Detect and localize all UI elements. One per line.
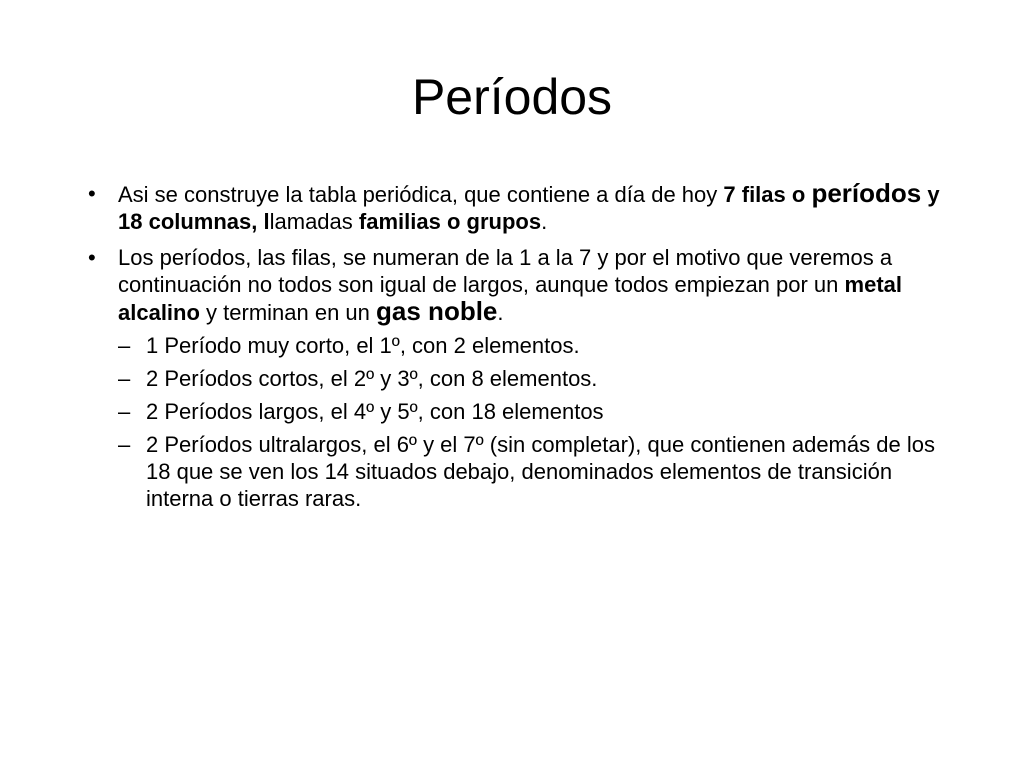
sub-item-text: 1 Período muy corto, el 1º, con 2 elementos. [146, 333, 580, 358]
bullet-2-bold: metal alcalino [118, 272, 902, 325]
bullet-1-bold: 7 filas o [723, 182, 812, 207]
bullet-1-part: lamadas [269, 209, 359, 234]
bullet-1-bold: y 18 columnas, l [118, 182, 940, 234]
sub-item-4 [118, 431, 954, 512]
bullet-2-part: y terminan en un [199, 300, 377, 325]
sub-item-3 [118, 398, 954, 425]
slide-content [88, 178, 954, 521]
bullet-icon: • [88, 245, 96, 270]
bullet-2-part: Los períodos, las filas, se numeran de la 1 a la 7 y por el motivo que veremos a continuación no todos son igual de largos, aunque todos empiezan por un [118, 245, 893, 297]
sub-item-1 [118, 332, 954, 359]
bullet-2-bold-large: gas noble [376, 296, 498, 326]
bullet-2-text [118, 245, 902, 325]
sub-item-text: 2 Períodos cortos, el 2º y 3º, con 8 elementos. [146, 366, 598, 391]
dash-icon: – [118, 432, 131, 457]
bullet-1-text [118, 178, 940, 234]
sub-item-text: 2 Períodos largos, el 4º y 5º, con 18 elementos [146, 399, 604, 424]
dash-icon: – [118, 366, 131, 391]
bullet-1-bold-large: períodos [811, 178, 922, 208]
bullet-item-2 [88, 244, 954, 512]
bullet-1-part: . [541, 209, 548, 234]
bullet-2-part: . [497, 300, 504, 325]
bullet-1-part: Asi se construye la tabla periódica, que contiene a día de hoy [118, 182, 724, 207]
sub-list [118, 332, 954, 512]
sub-item-2 [118, 365, 954, 392]
slide-title: Períodos [411, 69, 613, 125]
dash-icon: – [118, 333, 131, 358]
bullet-item-1 [88, 178, 954, 235]
bullet-icon: • [88, 181, 96, 206]
bullet-1-bold: familias o grupos [358, 209, 542, 234]
sub-item-text: 2 Períodos ultralargos, el 6º y el 7º (sin completar), que contienen además de los 18 que se ven los 14 situados debajo, denominados elementos de transición interna o tierras raras. [146, 432, 935, 511]
dash-icon: – [118, 399, 131, 424]
